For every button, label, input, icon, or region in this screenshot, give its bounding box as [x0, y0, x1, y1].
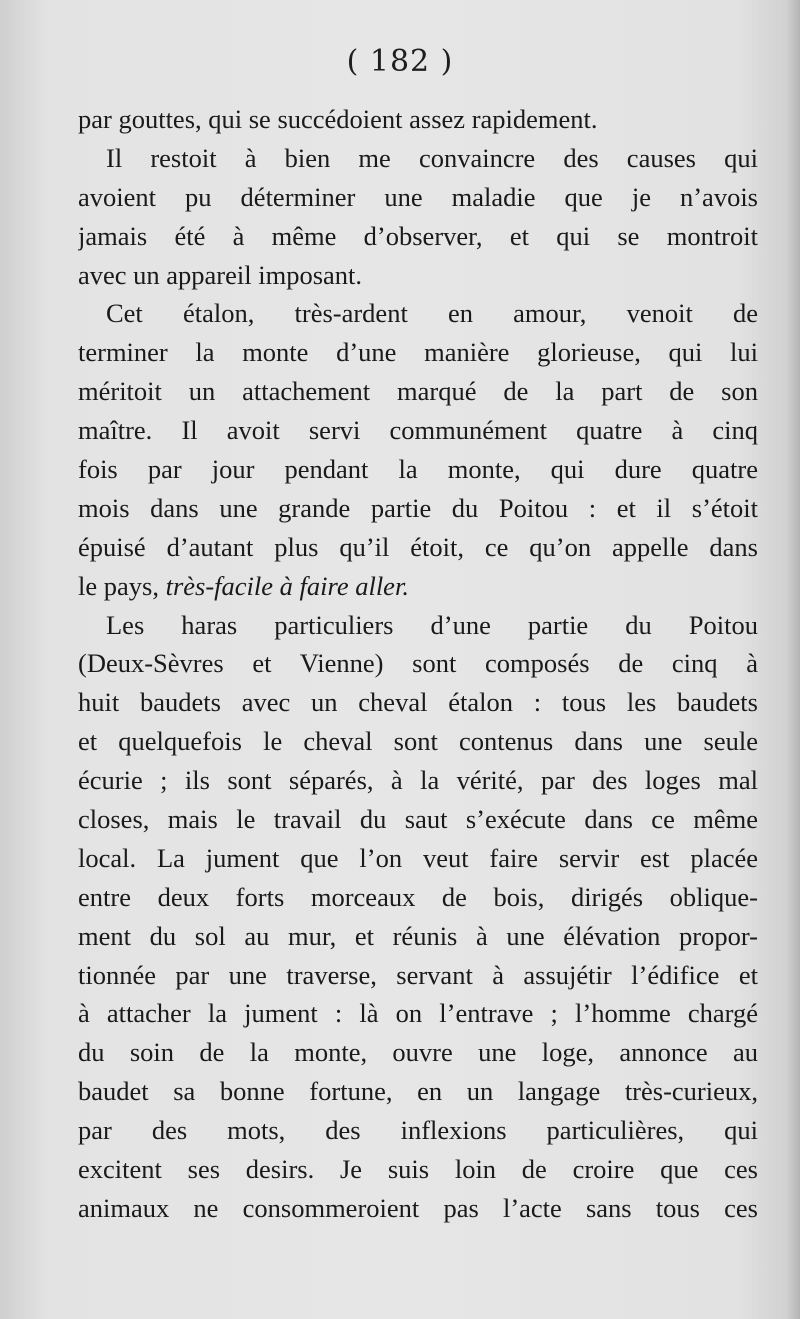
text-line	[78, 722, 758, 761]
text-line	[78, 372, 758, 411]
text-line	[78, 1111, 758, 1150]
text-line-content: animaux ne consommeroient pas l’acte sans tous ces	[78, 1192, 758, 1223]
text-line	[78, 606, 758, 645]
body-text	[78, 100, 758, 1228]
text-line-content: Cet étalon, très-ardent en amour, venoit de	[106, 298, 758, 329]
text-line-content: terminer la monte d’une manière glorieuse, qui lui	[78, 337, 758, 368]
italic-phrase: très-facile à faire aller.	[165, 570, 409, 601]
text-line-content: écurie ; ils sont séparés, à la vérité, par des loges mal	[78, 765, 758, 796]
text-line	[78, 644, 758, 683]
text-line-content: fois par jour pendant la monte, qui dure quatre	[78, 454, 758, 485]
text-line-content: huit baudets avec un cheval étalon : tous les baudets	[78, 687, 758, 718]
text-line	[78, 333, 758, 372]
text-line	[78, 411, 758, 450]
text-line	[78, 450, 758, 489]
text-line	[78, 1033, 758, 1072]
text-line	[78, 217, 758, 256]
text-line-content: tionnée par une traverse, servant à assujétir l’édifice et	[78, 959, 758, 990]
text-line	[78, 878, 758, 917]
text-line	[78, 1189, 758, 1228]
text-line-content: le pays,	[78, 570, 159, 601]
text-line-content: (Deux-Sèvres et Vienne) sont composés de cinq à	[78, 648, 758, 679]
text-line-content: mois dans une grande partie du Poitou : et il s’étoit	[78, 492, 758, 523]
text-line	[78, 839, 758, 878]
text-line-content: baudet sa bonne fortune, en un langage très-curieux,	[78, 1076, 758, 1107]
text-line	[78, 1072, 758, 1111]
text-line	[78, 256, 758, 295]
text-line-content: et quelquefois le cheval sont contenus dans une seule	[78, 726, 758, 757]
text-line	[78, 994, 758, 1033]
text-line-content: avoient pu déterminer une maladie que je n’avois	[78, 181, 758, 212]
text-line-content: Les haras particuliers d’une partie du Poitou	[106, 609, 758, 640]
text-line-content: ment du sol au mur, et réunis à une élévation propor-	[78, 920, 758, 951]
text-line-content: excitent ses desirs. Je suis loin de croire que ces	[78, 1154, 758, 1185]
text-line-content: Il restoit à bien me convaincre des causes qui	[106, 142, 758, 173]
text-line	[78, 178, 758, 217]
text-line	[78, 917, 758, 956]
text-line	[78, 489, 758, 528]
text-line-content: entre deux forts morceaux de bois, dirigés oblique-	[78, 881, 758, 912]
text-line	[78, 567, 758, 606]
text-line-content: du soin de la monte, ouvre une loge, annonce au	[78, 1037, 758, 1068]
text-line	[78, 761, 758, 800]
text-line-content: par des mots, des inflexions particulières, qui	[78, 1115, 758, 1146]
text-line-content: avec un appareil imposant.	[78, 259, 363, 290]
text-line	[78, 139, 758, 178]
page-edge-shadow	[786, 0, 800, 1319]
text-line	[78, 800, 758, 839]
text-line	[78, 100, 758, 139]
text-line	[78, 294, 758, 333]
text-line-content: épuisé d’autant plus qu’il étoit, ce qu’on appelle dans	[78, 531, 758, 562]
text-line-content: local. La jument que l’on veut faire servir est placée	[78, 842, 758, 873]
text-line-content: par gouttes, qui se succédoient assez rapidement.	[78, 104, 598, 134]
text-line	[78, 683, 758, 722]
page-number: ( 182 )	[346, 44, 454, 79]
text-line-content: à attacher la jument : là on l’entrave ; l’homme chargé	[78, 998, 758, 1029]
text-line	[78, 956, 758, 995]
text-line-content: jamais été à même d’observer, et qui se montroit	[78, 220, 758, 251]
text-line	[78, 1150, 758, 1189]
text-line	[78, 528, 758, 567]
text-line-content: closes, mais le travail du saut s’exécute dans ce même	[78, 804, 758, 835]
text-line-content: maître. Il avoit servi communément quatre à cinq	[78, 415, 758, 446]
text-line-content: méritoit un attachement marqué de la part de son	[78, 376, 758, 407]
